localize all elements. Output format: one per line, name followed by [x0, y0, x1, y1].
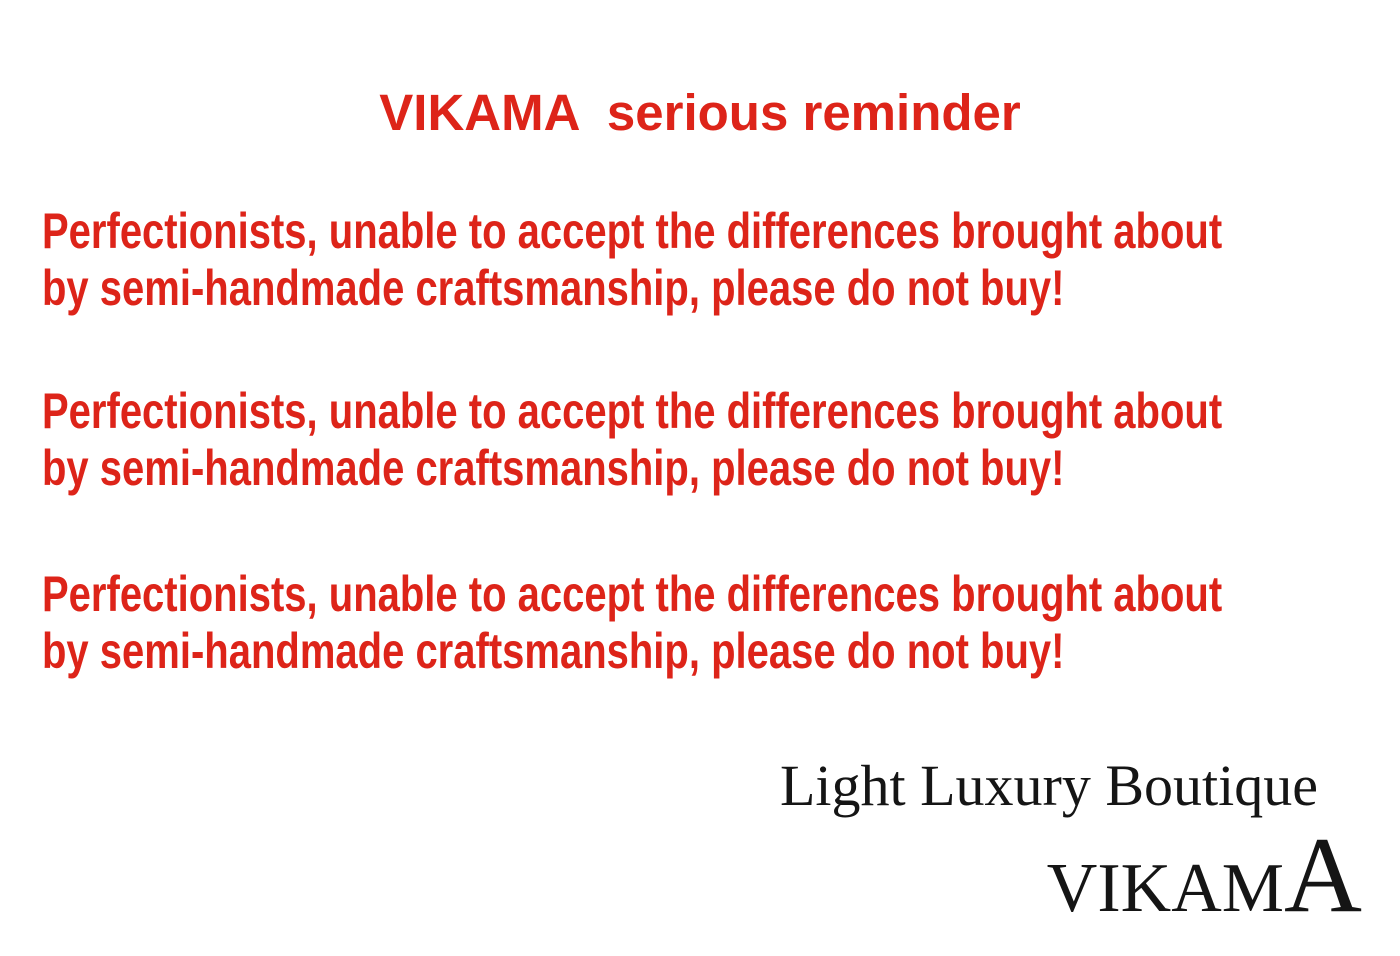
brand-wordmark-prefix: VIKAM [1046, 850, 1284, 927]
brand-wordmark [1031, 806, 1360, 946]
warning-3-line-1: Perfectionists, unable to accept the differences brought about [42, 566, 1223, 622]
warning-3-line-2: by semi-handmade craftsmanship, please do not buy! [42, 623, 1065, 679]
warning-paragraph-2 [42, 383, 1382, 497]
brand-tagline: Light Luxury Boutique [779, 753, 1318, 818]
warning-1-line-2: by semi-handmade craftsmanship, please do not buy! [42, 260, 1065, 316]
page-title: VIKAMA serious reminder [379, 84, 1021, 141]
brand-wordmark-big-letter: A [1284, 816, 1360, 935]
warning-paragraph-1 [42, 203, 1382, 317]
warning-2-line-1: Perfectionists, unable to accept the differences brought about [42, 383, 1223, 439]
warning-paragraph-3 [42, 566, 1382, 680]
warning-2-line-2: by semi-handmade craftsmanship, please do not buy! [42, 440, 1065, 496]
warning-1-line-1: Perfectionists, unable to accept the differences brought about [42, 203, 1223, 259]
